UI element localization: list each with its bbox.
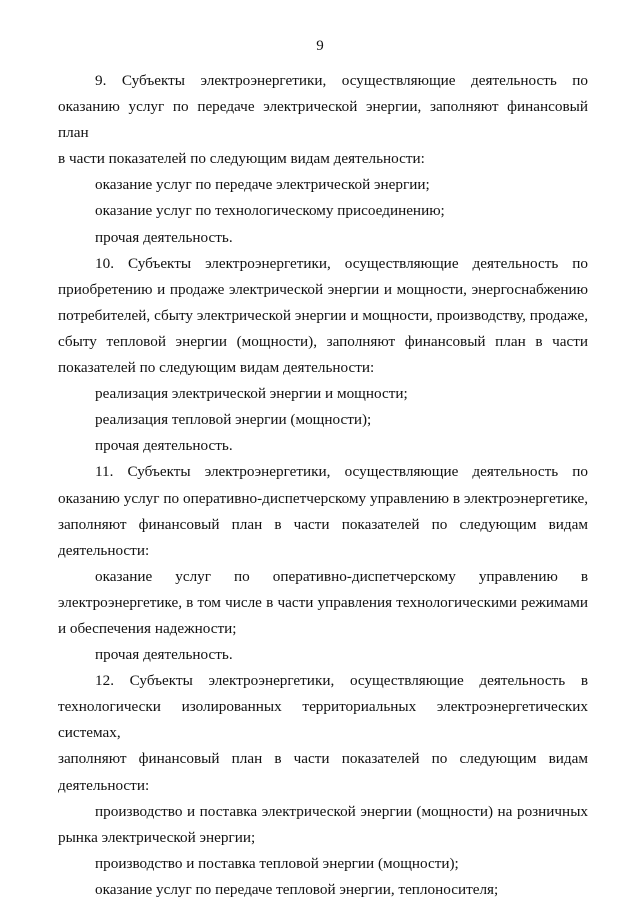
paragraph-10-line-5: показателей по следующим видам деятельности:	[58, 359, 375, 377]
paragraph-11-item-1-line-2: электроэнергетике, в том числе в части управления технологическими режимами	[58, 593, 588, 611]
page-number: 9	[316, 38, 324, 54]
paragraph-9-item-2: оказание услуг по технологическому присоединению;	[95, 202, 445, 220]
paragraph-11-item-1-line-3: и обеспечения надежности;	[58, 619, 237, 637]
paragraph-12-item-3: оказание услуг по передаче тепловой энергии, теплоносителя;	[95, 880, 499, 898]
paragraph-12-item-1	[58, 799, 588, 851]
paragraph-9-item-3: прочая деятельность.	[95, 228, 233, 246]
paragraph-12-item-1-line-2: рынка электрической энергии;	[58, 828, 256, 846]
paragraph-12-line-4: деятельности:	[58, 776, 150, 794]
paragraph-11-item-1-line-1: оказание услуг по оперативно-диспетчерскому управлению в	[95, 567, 588, 585]
paragraph-12-item-1-line-1: производство и поставка электрической энергии (мощности) на розничных	[95, 802, 588, 820]
paragraph-10-item-3: прочая деятельность.	[95, 437, 233, 455]
paragraph-9-line-3: в части показателей по следующим видам деятельности:	[58, 150, 425, 168]
paragraph-10-item-1: реализация электрической энергии и мощности;	[95, 385, 408, 403]
paragraph-9-line-2: оказанию услуг по передаче электрической энергии, заполняют финансовый план	[58, 98, 588, 142]
paragraph-12-line-2: технологически изолированных территориальных электроэнергетических системах,	[58, 698, 588, 742]
paragraph-11-item-2: прочая деятельность.	[95, 646, 233, 664]
paragraph-12	[58, 668, 588, 798]
paragraph-12-line-3: заполняют финансовый план в части показателей по следующим видам	[58, 750, 588, 768]
paragraph-11-line-4: деятельности:	[58, 541, 150, 559]
paragraph-9-line-1: 9. Субъекты электроэнергетики, осуществляющие деятельность по	[95, 72, 588, 89]
paragraph-11-line-1: 11. Субъекты электроэнергетики, осуществляющие деятельность по	[95, 463, 588, 481]
document-body	[58, 68, 588, 903]
paragraph-12-line-1: 12. Субъекты электроэнергетики, осуществляющие деятельность в	[95, 672, 588, 690]
paragraph-10-line-1: 10. Субъекты электроэнергетики, осуществляющие деятельность по	[95, 254, 588, 272]
paragraph-10-line-2: приобретению и продаже электрической энергии и мощности, энергоснабжению	[58, 280, 588, 298]
paragraph-11-item-1	[58, 564, 588, 642]
paragraph-9-item-1: оказание услуг по передаче электрической энергии;	[95, 176, 430, 194]
paragraph-11-line-2: оказанию услуг по оперативно-диспетчерскому управлению в электроэнергетике,	[58, 489, 588, 507]
paragraph-10-line-3: потребителей, сбыту электрической энергии и мощности, производству, продаже,	[58, 306, 588, 324]
paragraph-10	[58, 251, 588, 381]
paragraph-12-item-2: производство и поставка тепловой энергии (мощности);	[95, 854, 459, 872]
paragraph-9	[58, 68, 588, 172]
paragraph-10-line-4: сбыту тепловой энергии (мощности), заполняют финансовый план в части	[58, 332, 588, 350]
paragraph-11	[58, 459, 588, 563]
paragraph-10-item-2: реализация тепловой энергии (мощности);	[95, 411, 372, 429]
paragraph-11-line-3: заполняют финансовый план в части показателей по следующим видам	[58, 515, 588, 533]
